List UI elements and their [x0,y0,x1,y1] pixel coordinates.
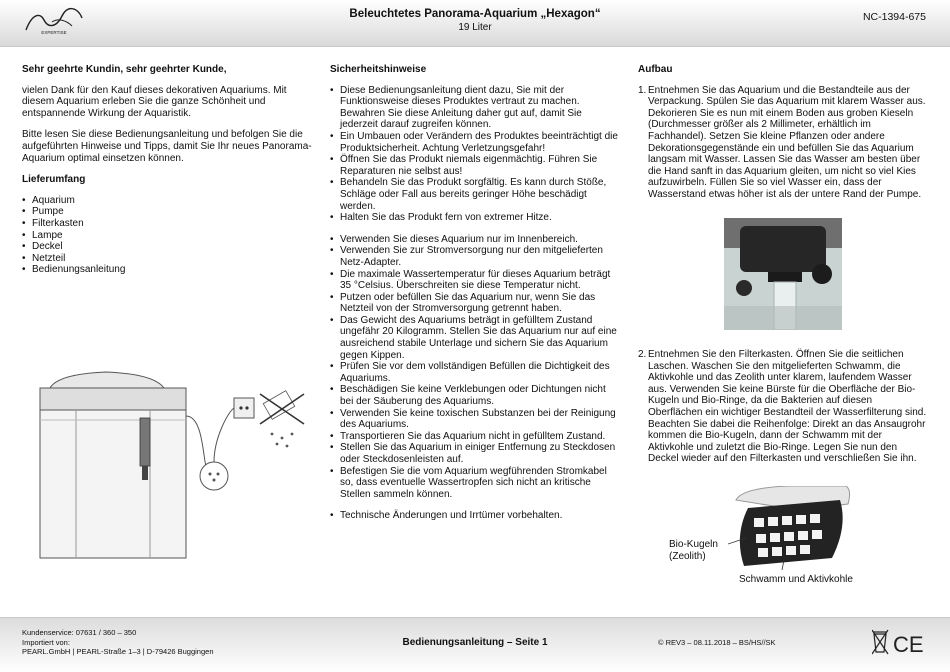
greeting-heading: Sehr geehrte Kundin, sehr geehrter Kunde, [22,64,227,75]
importer-label: Importiert von: [22,637,70,647]
bio-label-material: (Zeolith) [669,550,706,562]
list-item: • Bedienungsanleitung [22,264,312,276]
product-number: NC-1394-675 [862,11,926,23]
aquarium-setup-illustration [28,368,328,563]
pump-photo [724,218,842,330]
safety-list-1 [330,85,620,224]
service-phone: Kundenservice: 07631 / 360 – 350 [22,628,137,637]
footer-contact [22,628,214,657]
list-item: • Ein Umbauen oder Verändern des Produktes beeinträchtigt die Produktsicherheit. Achtung Verletzungsgefahr! [330,131,620,154]
intro-paragraph: vielen Dank für den Kauf dieses dekorativen Aquariums. Mit diesem Aquarium erleben Sie die ganze Schönheit und entspannende Wirkung der Aquaristik. [22,84,287,119]
step-item [638,349,928,465]
list-item: • Pumpe [22,206,312,218]
list-item: • Öffnen Sie das Produkt niemals eigenmächtig. Führen Sie Reparaturen nie selbst aus! [330,154,620,177]
contents-list [22,195,312,276]
setup-column [638,64,928,201]
step-item [638,85,928,201]
page-header [0,0,950,47]
list-item: • Stellen Sie das Aquarium in einiger Entfernung zu Steckdosen oder Steckdosenleisten auf. [330,442,620,465]
safety-list-2 [330,234,620,501]
list-item: • Die maximale Wassertemperatur für dieses Aquarium beträgt 35 °Celsius. Überschreiten sie diese Temperatur nicht. [330,269,620,292]
list-item: • Transportieren Sie das Aquarium nicht in gefülltem Zustand. [330,431,620,443]
list-item: • Diese Bedienungsanleitung dient dazu, Sie mit der Funktionsweise dieses Produktes vertraut zu machen. Bewahren Sie diese Anleitung daher gut auf, damit Sie jederzeit darauf zugreifen können. [330,85,620,131]
list-item: • Putzen oder befüllen Sie das Aquarium nur, wenn Sie das Netzteil von der Stromversorgung getrennt haben. [330,292,620,315]
list-item: • Befestigen Sie die vom Aquarium wegführenden Stromkabel so, dass eventuelle Wassertropfen sich nicht an kritische Stellen sammeln können. [330,466,620,501]
safety-column [330,64,620,532]
list-item: • Verwenden Sie dieses Aquarium nur im Innenbereich. [330,234,620,246]
page-label: Bedienungsanleitung – Seite 1 [402,637,548,648]
brand-logo [22,4,86,38]
setup-steps [638,85,928,201]
list-item: • Beschädigen Sie keine Verklebungen oder Dichtungen nicht bei der Säuberung des Aquariums. [330,384,620,407]
certification-marks [872,628,932,663]
bio-label-name: Bio-Kugeln [669,539,718,550]
list-item: • Das Gewicht des Aquariums beträgt in gefülltem Zustand ungefähr 20 Kilogramm. Stellen Sie das Aquarium nur auf eine ausreichend stabile Unterlage und sichern Sie das Aquarium gegen Kippen. [330,315,620,361]
contents-heading: Lieferumfang [22,174,86,186]
list-item: • Verwenden Sie zur Stromversorgung nur den mitgelieferten Netz-Adapter. [330,245,620,268]
step-number: 2. [638,349,647,360]
page-footer [0,617,950,672]
list-item: • Aquarium [22,195,312,207]
sponge-label: Schwamm und Aktivkohle [739,574,853,585]
weee-bin-icon [872,628,932,658]
list-item: • Verwenden Sie keine toxischen Substanzen bei der Reinigung des Aquariums. [330,408,620,431]
step-text: Entnehmen Sie das Aquarium und die Bestandteile aus der Verpackung. Spülen Sie das Aquarium mit klarem Wasser aus. Dekorieren Sie es nun mit einem Boden aus groben Kieseln (Durchmesser größer als 2 Millimeter, erhältlich im Fachhandel). Setzen Sie kleine Pflanzen oder andere Dekorationsgegenstände ein und befüllen Sie das Aquarium langsam mit Wasser. Lassen Sie das Wasser am besten über die Hand sanft in das Aquarium gleiten, um nicht so viel Kies aufzuwirbeln. Füllen Sie so viel Wasser ein, dass der Wasserstand etwas höher ist als der untere Rand der Pumpe. [648,84,926,200]
list-item: • Filterkasten [22,218,312,230]
list-item: • Halten Sie das Produkt fern von extremer Hitze. [330,212,620,224]
revision-info: © REV3 – 08.11.2018 – BS/HS//SK [658,638,776,647]
instructions-paragraph: Bitte lesen Sie diese Bedienungsanleitung und befolgen Sie die aufgeführten Hinweise und Tipps, damit Sie Ihr neues Panorama-Aquarium optimal einsetzen können. [22,129,312,164]
step-number: 1. [638,84,647,96]
svg-text:EXPERTISE: EXPERTISE [41,30,67,35]
list-item: • Behandeln Sie das Produkt sorgfältig. Es kann durch Stöße, Schläge oder Fall aus bereits geringer Höhe beschädigt werden. [330,177,620,212]
document-title: Beleuchtetes Panorama-Aquarium „Hexagon“ [349,8,601,20]
setup-heading: Aufbau [638,64,673,75]
list-item: • Deckel [22,241,312,253]
intro-column [22,64,312,286]
safety-list-3 [330,510,620,522]
list-item: • Prüfen Sie vor dem vollständigen Befüllen die Dichtigkeit des Aquariums. [330,361,620,384]
setup-steps [638,349,928,465]
document-subtitle: 19 Liter [458,22,492,33]
setup-column-step2 [638,349,928,465]
safety-heading: Sicherheitshinweise [330,64,427,75]
filter-box-photo [728,486,854,570]
step-text: Entnehmen Sie den Filterkasten. Öffnen Sie die seitlichen Laschen. Waschen Sie den mitgelieferten Schwamm, die Aktivkohle und das Zeolith unter klarem, laufendem Wasser aus. Verwenden Sie keine Bürste für die Oberfläche der Bio-Kugeln und Bio-Ringe, da die Bakterien auf diesen Oberflächen ein wichtiger Bestandteil der Wasserfilterung sind. Beachten Sie dabei die Reihenfolge: Direkt an das Ansaugrohr kommen die Bio-Kugeln, dann der Schwamm mit der Aktivkohle und zuletzt die Bio-Ringe. Legen Sie nun den Deckel wieder auf den Filterkasten und verschließen Sie ihn. [648,349,927,465]
list-item: • Netzteil [22,253,312,265]
bio-label [669,539,718,562]
list-item: • Lampe [22,230,312,242]
list-item: • Technische Änderungen und Irrtümer vorbehalten. [330,510,620,522]
importer-address: PEARL.GmbH | PEARL-Straße 1–3 | D-79426 Buggingen [22,647,214,657]
ce-mark: CE [893,632,924,657]
